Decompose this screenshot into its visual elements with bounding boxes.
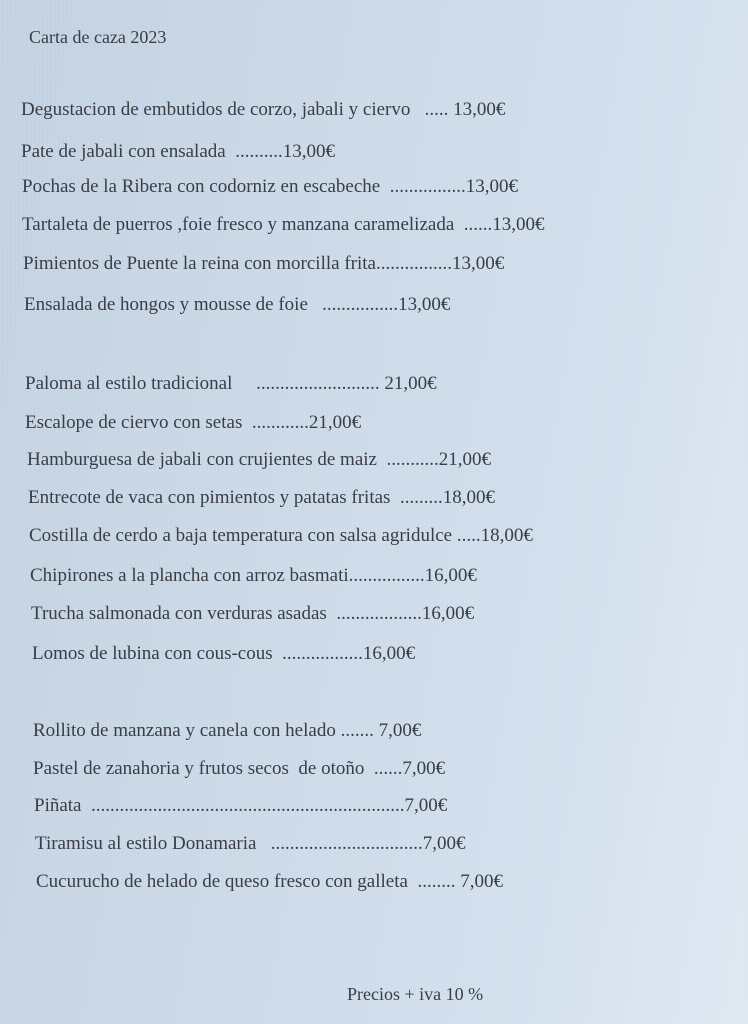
dot-leader: ................................: [256, 833, 423, 854]
dot-leader: ...........: [376, 449, 439, 470]
dish-price: 16,00€: [421, 603, 475, 624]
dot-leader: .................: [272, 643, 363, 664]
menu-item: [22, 214, 545, 236]
dish-name: Tartaleta de puerros ,foie fresco y manzana caramelizada: [22, 214, 455, 235]
dish-name: Pate de jabali con ensalada: [21, 141, 226, 162]
menu-item: [33, 758, 445, 780]
dish-price: 7,00€: [378, 720, 422, 741]
dot-leader: ........: [407, 871, 461, 892]
dish-name: Pastel de zanahoria y frutos secos de otoño: [33, 758, 365, 779]
menu-item: [21, 141, 335, 163]
dish-price: 16,00€: [424, 565, 477, 586]
dish-name: Cucurucho de helado de queso fresco con galleta: [36, 871, 408, 892]
menu-item: [28, 487, 495, 509]
price-note: Precios + iva 10 %: [347, 984, 484, 1004]
dish-price: 7,00€: [404, 795, 448, 816]
dot-leader: .........: [390, 487, 443, 508]
dish-price: 13,00€: [282, 141, 335, 162]
dish-name: Entrecote de vaca con pimientos y patatas fritas: [28, 487, 391, 508]
menu-item: [30, 565, 477, 587]
dish-name: Piñata: [34, 795, 82, 816]
dish-name: Pochas de la Ribera con codorniz en escabeche: [22, 176, 381, 197]
menu-item: [29, 525, 533, 547]
dish-price: 16,00€: [362, 643, 416, 664]
menu-title: Carta de caza 2023: [29, 27, 167, 47]
dish-price: 7,00€: [422, 833, 466, 854]
dot-leader: ..........: [225, 141, 283, 162]
dish-name: Paloma al estilo tradicional: [25, 373, 233, 394]
dish-price: 13,00€: [492, 214, 545, 235]
dish-name: Chipirones a la plancha con arroz basmati: [30, 565, 349, 586]
dish-name: Pimientos de Puente la reina con morcilla frita: [23, 253, 376, 274]
dish-name: Tiramisu al estilo Donamaria: [35, 833, 257, 854]
dish-name: Hamburguesa de jabali con crujientes de maiz: [27, 449, 377, 470]
dot-leader: ......: [364, 758, 403, 779]
menu-item: [25, 412, 361, 434]
dot-leader: ............: [242, 412, 309, 433]
dish-name: Trucha salmonada con verduras asadas: [31, 603, 327, 624]
menu-item: [27, 449, 491, 471]
dish-price: 21,00€: [308, 412, 362, 433]
dot-leader: ................: [380, 176, 466, 197]
dish-name: Escalope de ciervo con setas: [25, 412, 243, 433]
menu-item: [35, 833, 465, 855]
dish-name: Degustacion de embutidos de corzo, jabali y ciervo: [21, 99, 411, 120]
dish-name: Ensalada de hongos y mousse de foie: [24, 294, 308, 315]
menu-item: [36, 871, 503, 893]
dot-leader: ................: [348, 565, 425, 586]
dot-leader: ..................................................................: [81, 795, 405, 816]
dot-leader: ......: [454, 214, 493, 235]
dish-price: 13,00€: [465, 176, 518, 197]
menu-item: [34, 795, 447, 817]
menu-item: [32, 643, 415, 665]
dish-name: Lomos de lubina con cous-cous: [32, 643, 273, 664]
dot-leader: ................: [307, 294, 399, 315]
dish-price: 13,00€: [398, 294, 451, 315]
dish-price: 21,00€: [384, 373, 437, 394]
dot-leader: ................: [375, 253, 452, 274]
menu-item: [25, 373, 437, 395]
dot-leader: ..................: [326, 603, 422, 624]
dish-name: Rollito de manzana y canela con helado: [33, 720, 336, 741]
menu-item: [23, 253, 504, 275]
menu-item: [33, 720, 421, 742]
dish-name: Costilla de cerdo a baja temperatura con salsa agridulce: [29, 525, 453, 546]
menu-item: [24, 294, 450, 316]
menu-item: [22, 176, 518, 198]
dish-price: 13,00€: [451, 253, 505, 274]
menu-item: [31, 603, 474, 625]
dish-price: 18,00€: [442, 487, 495, 508]
dot-leader: .....: [452, 525, 481, 546]
dot-leader: ..........................: [232, 373, 385, 394]
dish-price: 7,00€: [402, 758, 446, 779]
dot-leader: .....: [410, 99, 454, 120]
menu-item: [21, 99, 505, 121]
dish-price: 21,00€: [438, 449, 491, 470]
dish-price: 13,00€: [453, 99, 506, 120]
dot-leader: .......: [335, 720, 379, 741]
dish-price: 7,00€: [460, 871, 503, 892]
dish-price: 18,00€: [480, 525, 533, 546]
